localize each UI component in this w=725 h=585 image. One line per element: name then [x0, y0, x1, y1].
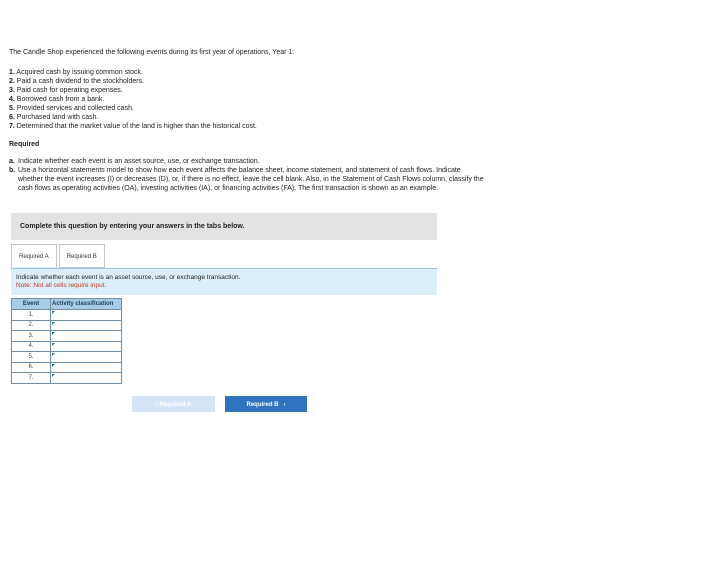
- event-number: 7.: [12, 373, 51, 384]
- previous-button[interactable]: ‹ Required A: [132, 396, 215, 412]
- input-marker-icon: [52, 311, 55, 314]
- question-body: [9, 49, 484, 193]
- list-item: 3. Paid cash for operating expenses.: [9, 87, 123, 94]
- list-item: 1. Acquired cash by issuing common stock.: [9, 69, 143, 76]
- table-row: [12, 310, 122, 321]
- input-marker-icon: [52, 364, 55, 367]
- classification-input-3[interactable]: [51, 331, 121, 340]
- panel-instruction: Indicate whether each event is an asset source, use, or exchange transaction.: [16, 274, 241, 281]
- tab-bar: [11, 244, 107, 268]
- table-header-row: [12, 299, 122, 310]
- list-item: 6. Purchased land with cash.: [9, 114, 99, 121]
- tab-required-b[interactable]: Required B: [59, 244, 105, 268]
- required-heading: Required: [9, 141, 40, 148]
- classification-input-7[interactable]: [51, 373, 121, 382]
- table-row: [12, 362, 122, 373]
- panel-note: Note: Not all cells require input.: [16, 282, 107, 289]
- list-item: 5. Provided services and collected cash.: [9, 105, 134, 112]
- event-number: 3.: [12, 331, 51, 342]
- requirement-a: a. Indicate whether each event is an asset source, use, or exchange transaction.: [9, 158, 260, 165]
- table-row: [12, 320, 122, 331]
- instructions-banner: Complete this question by entering your answers in the tabs below.: [11, 213, 437, 240]
- event-number: 5.: [12, 352, 51, 363]
- classification-input-4[interactable]: [51, 342, 121, 351]
- input-marker-icon: [52, 353, 55, 356]
- list-item: 7. Determined that the market value of the land is higher than the historical cost.: [9, 123, 257, 130]
- event-number: 6.: [12, 362, 51, 373]
- classification-input-6[interactable]: [51, 363, 121, 372]
- table-row: [12, 352, 122, 363]
- tab-panel-header: [11, 268, 437, 295]
- input-marker-icon: [52, 374, 55, 377]
- table-row: [12, 341, 122, 352]
- events-list: [9, 68, 484, 131]
- answer-table: [11, 298, 122, 384]
- column-header-event: Event: [12, 299, 51, 310]
- intro-text: The Candle Shop experienced the following events during its first year of operations, Year 1:: [9, 49, 295, 56]
- classification-input-2[interactable]: [51, 321, 121, 330]
- chevron-left-icon: ‹: [155, 402, 158, 408]
- classification-input-5[interactable]: [51, 352, 121, 361]
- list-item: 2. Paid a cash dividend to the stockholders.: [9, 78, 145, 85]
- input-marker-icon: [52, 322, 55, 325]
- requirements-list: [9, 157, 484, 193]
- list-item: 4. Borrowed cash from a bank.: [9, 96, 105, 103]
- event-number: 4.: [12, 341, 51, 352]
- event-number: 2.: [12, 320, 51, 331]
- column-header-classification: Activity classification: [51, 299, 122, 310]
- event-number: 1.: [12, 310, 51, 321]
- table-row: [12, 331, 122, 342]
- input-marker-icon: [52, 332, 55, 335]
- chevron-right-icon: ›: [280, 402, 286, 408]
- classification-input-1[interactable]: [51, 310, 121, 319]
- input-marker-icon: [52, 343, 55, 346]
- next-button[interactable]: Required B ›: [225, 396, 307, 412]
- tab-required-a[interactable]: Required A: [11, 244, 57, 268]
- requirement-b: b. Use a horizontal statements model to show how each event affects the balance sheet, income statement, and statement of cash flows. Indicate whether the event increases (I) or decreases (D), or, if there is no effect, leave the cell blank. Also, in the Statement of Cash Flows column, classify the cash flows as operating activities (OA), investing activities (IA), or financing activities (FA). The first transaction is shown as an example.: [9, 167, 484, 192]
- table-row: [12, 373, 122, 384]
